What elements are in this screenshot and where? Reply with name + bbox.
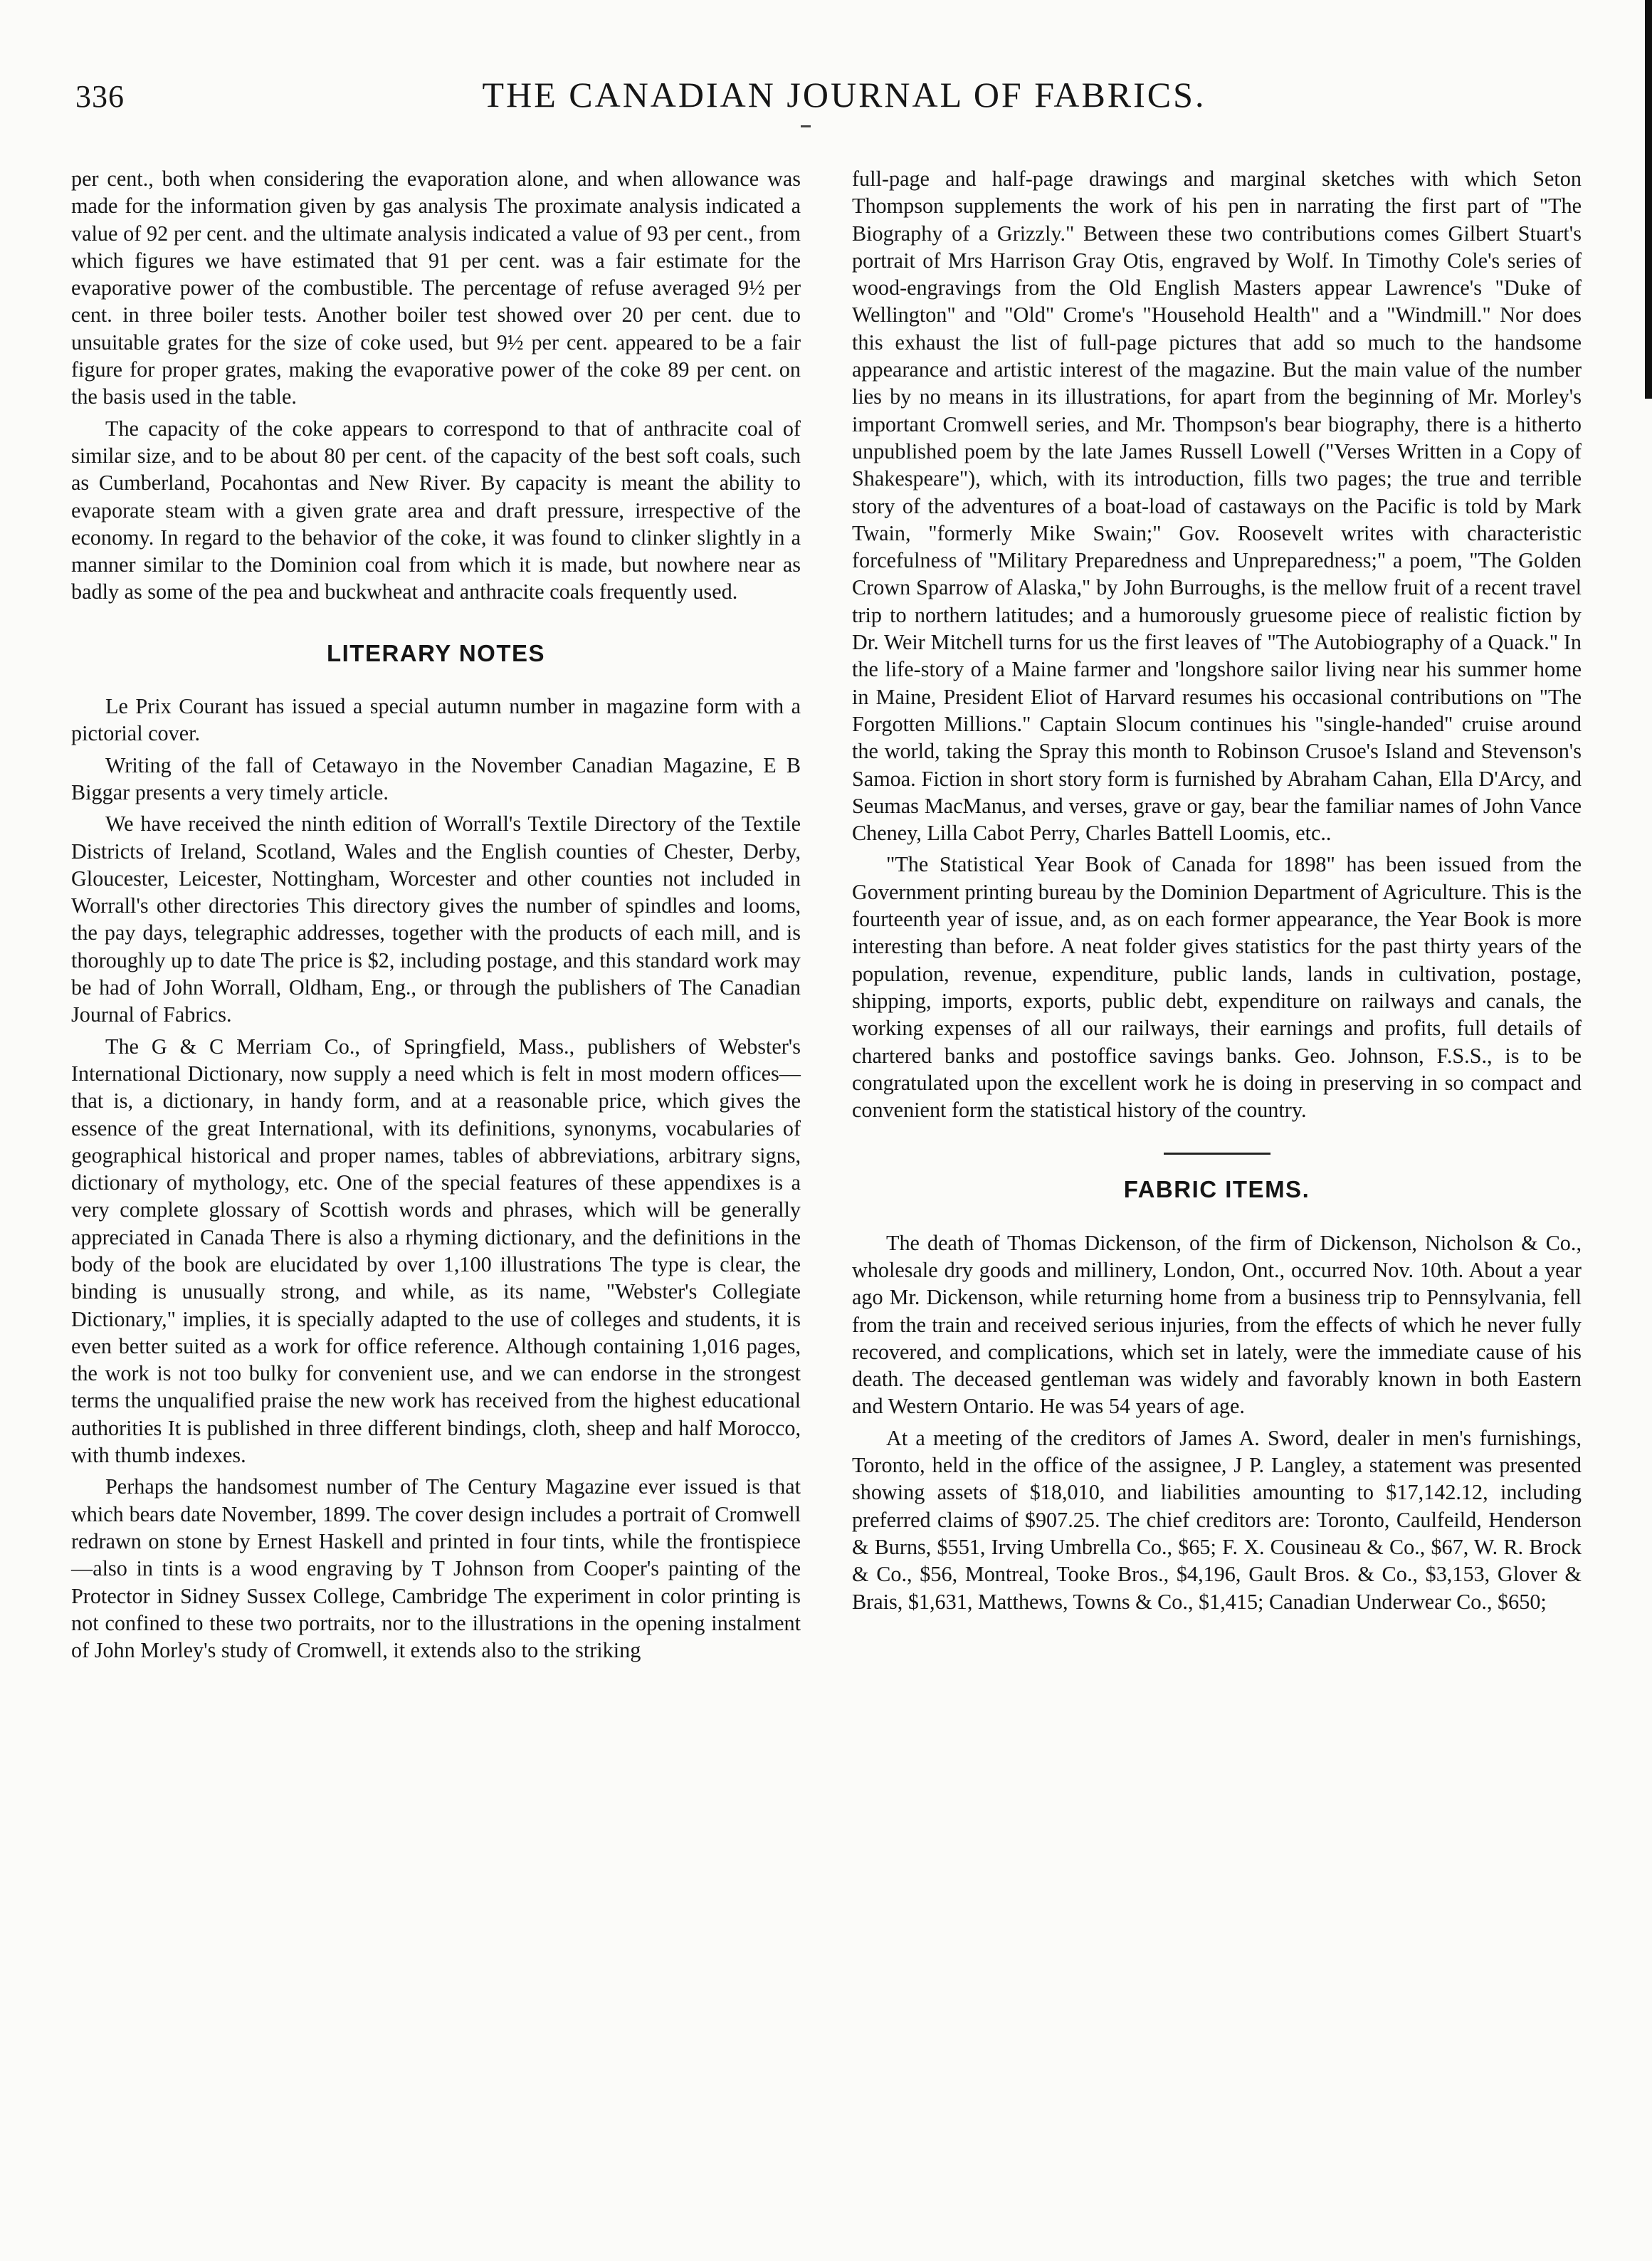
- note-paragraph: The G & C Merriam Co., of Springfield, Mass., publishers of Webster's International Dictionary, now supply a need which is felt in most modern offices—that is, a dictionary, in handy form, and at a reasonable price, which gives the essence of the great International, with its definitions, synonyms, vocabularies of geographical historical and proper names, tables of abbreviations, arbitrary signs, dictionary of mythology, etc. One of the special features of these appendixes is a very complete glossary of Scottish words and phrases, which will be generally appreciated in Canada There is also a rhyming dictionary, and the definitions in the body of the book are elucidated by over 1,100 illustrations The type is clear, the binding is unusually strong, and while, as its name, "Webster's Collegiate Dictionary," implies, it is specially adapted to the use of colleges and students, it is even better suited as a work for office reference. Although containing 1,016 pages, the work is not too bulky for convenient use, and we can endorse in the strongest terms the unqualified praise the new work has received from the highest educational authorities It is published in three different bindings, cloth, sheep and half Morocco, with thumb indexes.: [71, 1034, 801, 1468]
- section-ornament: [852, 1143, 1582, 1160]
- header-divider: [801, 125, 811, 127]
- journal-title: THE CANADIAN JOURNAL OF FABRICS.: [482, 75, 1206, 115]
- page-number: 336: [75, 79, 125, 114]
- section-heading-literary-notes: LITERARY NOTES: [326, 639, 546, 666]
- section-heading-fabric-items: FABRIC ITEMS.: [1123, 1176, 1310, 1203]
- note-paragraph: "The Statistical Year Book of Canada for 1898" has been issued from the Government printing bureau by the Dominion Department of Agriculture. This is the fourteenth year of issue, and, as on each former appearance, the Year Book is more interesting than before. A neat folder gives statistics for the past thirty years of the population, revenue, expenditure, public lands, lands in cultivation, postage, shipping, imports, exports, public debt, expenditure on railways and canals, the working expenses of all our railways, their earnings and profits, full details of chartered banks and postoffice savings banks. Geo. Johnson, F.S.S., is to be congratulated upon the excellent work he is doing in preserving in so compact and convenient form the statistical history of the country.: [852, 852, 1582, 1123]
- note-paragraph: We have received the ninth edition of Worrall's Textile Directory of the Textile Districts of Ireland, Scotland, Wales and the English counties of Chester, Derby, Gloucester, Leicester, Nottingham, Worcester and other counties not included in Worrall's other directories This directory gives the number of spindles and looms, the pay days, telegraphic addresses, together with the products of each mill, and is thoroughly up to date The price is $2, including postage, and this standard work may be had of John Worrall, Oldham, Eng., or through the publishers of The Canadian Journal of Fabrics.: [71, 812, 801, 1027]
- page-header: [75, 71, 1613, 121]
- note-paragraph: full-page and half-page drawings and marginal sketches with which Seton Thompson supplements the work of his pen in narrating the first part of "The Biography of a Grizzly." Between these two contributions comes Gilbert Stuart's portrait of Mrs Harrison Gray Otis, engraved by Wolf. In Timothy Cole's series of wood-engravings from the Old English Masters appear Lawrence's "Duke of Wellington" and "Old" Crome's "Household Health" and a "Windmill." Nor does this exhaust the list of full-page pictures that add so much to the handsome appearance and artistic interest of the magazine. But the main value of the number lies by no means in its illustrations, for apart from the beginning of Mr. Morley's important Cromwell series, and Mr. Thompson's bear biography, there is a hitherto unpublished poem by the late James Russell Lowell ("Verses Written in a Copy of Shakespeare"), which, with its introduction, fills two pages; the true and terrible story of the adventures of a boat-load of castaways on the Pacific is told by Mark Twain, "formerly Mike Swain;" Gov. Roosevelt writes with characteristic forcefulness of "Military Preparedness and Unpreparedness;" a poem, "The Golden Crown Sparrow of Alaska," by John Burroughs, is the mellow fruit of a recent travel trip to northern latitudes; and a humorously gruesome piece of realistic fiction by Dr. Weir Mitchell turns for us the first leaves of "The Autobiography of a Quack." In the life-story of a Maine farmer and 'longshore sailor living near his summer home in Maine, President Eliot of Harvard resumes his occasional contributions on "The Forgotten Millions." Captain Slocum continues his "single-handed" cruise around the world, taking the Spray this month to Robinson Crusoe's Island and Stevenson's Samoa. Fiction in short story form is furnished by Abraham Cahan, Ella D'Arcy, and Seumas MacManus, and verses, grave or gay, bear the familiar names of John Vance Cheney, Lilla Cabot Perry, Charles Battell Loomis, etc..: [852, 167, 1582, 846]
- item-paragraph: At a meeting of the creditors of James A. Sword, dealer in men's furnishings, Toronto, held in the office of the assignee, J P. Langley, a statement was presented showing assets of $18,010, and liabilities amounting to $17,142.12, including preferred claims of $907.25. The chief creditors are: Toronto, Caulfeild, Henderson & Burns, $551, Irving Umbrella Co., $65; F. X. Cousineau & Co., $67, W. R. Brock & Co., $56, Montreal, Tooke Bros., $4,196, Gault Bros. & Co., $3,153, Glover & Brais, $1,631, Matthews, Towns & Co., $1,415; Canadian Underwear Co., $650;: [852, 1425, 1582, 1614]
- page-edge-shadow: [1645, 0, 1652, 399]
- item-paragraph: The death of Thomas Dickenson, of the firm of Dickenson, Nicholson & Co., wholesale dry goods and millinery, London, Ont., occurred Nov. 10th. About a year ago Mr. Dickenson, while returning home from a business trip to Pennsylvania, fell from the train and received serious injuries, from the effects of which he never fully recovered, and complications, which set in lately, were the immediate cause of his death. The deceased gentleman was widely and favorably known in both Eastern and Western Ontario. He was 54 years of age.: [852, 1230, 1582, 1419]
- right-column: [852, 165, 1582, 1620]
- note-paragraph: Writing of the fall of Cetawayo in the November Canadian Magazine, E B Biggar presents a very timely article.: [71, 752, 801, 804]
- article-paragraph: The capacity of the coke appears to correspond to that of anthracite coal of similar size, and to be about 80 per cent. of the capacity of the best soft coals, such as Cumberland, Pocahontas and New River. By capacity is meant the ability to evaporate steam with a given grate area and draft pressure, irrespective of the economy. In regard to the behavior of the coke, it was found to clinker slightly in a manner similar to the Dominion coal from which it is made, but nowhere near as badly as some of the pea and buckwheat and anthracite coals frequently used.: [71, 416, 801, 604]
- left-column: [71, 165, 801, 1668]
- note-paragraph: Perhaps the handsomest number of The Century Magazine ever issued is that which bears date November, 1899. The cover design includes a portrait of Cromwell redrawn on stone by Ernest Haskell and printed in four tints, while the frontispiece—also in tints is a wood engraving by T Johnson from Cooper's painting of the Protector in Sidney Sussex College, Cambridge The experiment in color printing is not confined to these two portraits, nor to the illustrations in the opening instalment of John Morley's study of Cromwell, it extends also to the striking: [71, 1474, 801, 1663]
- ornament-rule: [1164, 1153, 1270, 1155]
- note-paragraph: Le Prix Courant has issued a special autumn number in magazine form with a pictorial cover.: [71, 694, 801, 746]
- article-paragraph: per cent., both when considering the evaporation alone, and when allowance was made for the information given by gas analysis The proximate analysis indicated a value of 92 per cent. and the ultimate analysis indicated a value of 93 per cent., from which figures we have estimated that 91 per cent. was a fair estimate for the evaporative power of the combustible. The percentage of refuse averaged 9½ per cent. in three boiler tests. Another boiler test showed over 20 per cent. due to unsuitable grates for the size of coke used, but 9½ per cent. appeared to be a fair figure for proper grates, making the evaporative power of the coke 89 per cent. on the basis used in the table.: [71, 167, 801, 409]
